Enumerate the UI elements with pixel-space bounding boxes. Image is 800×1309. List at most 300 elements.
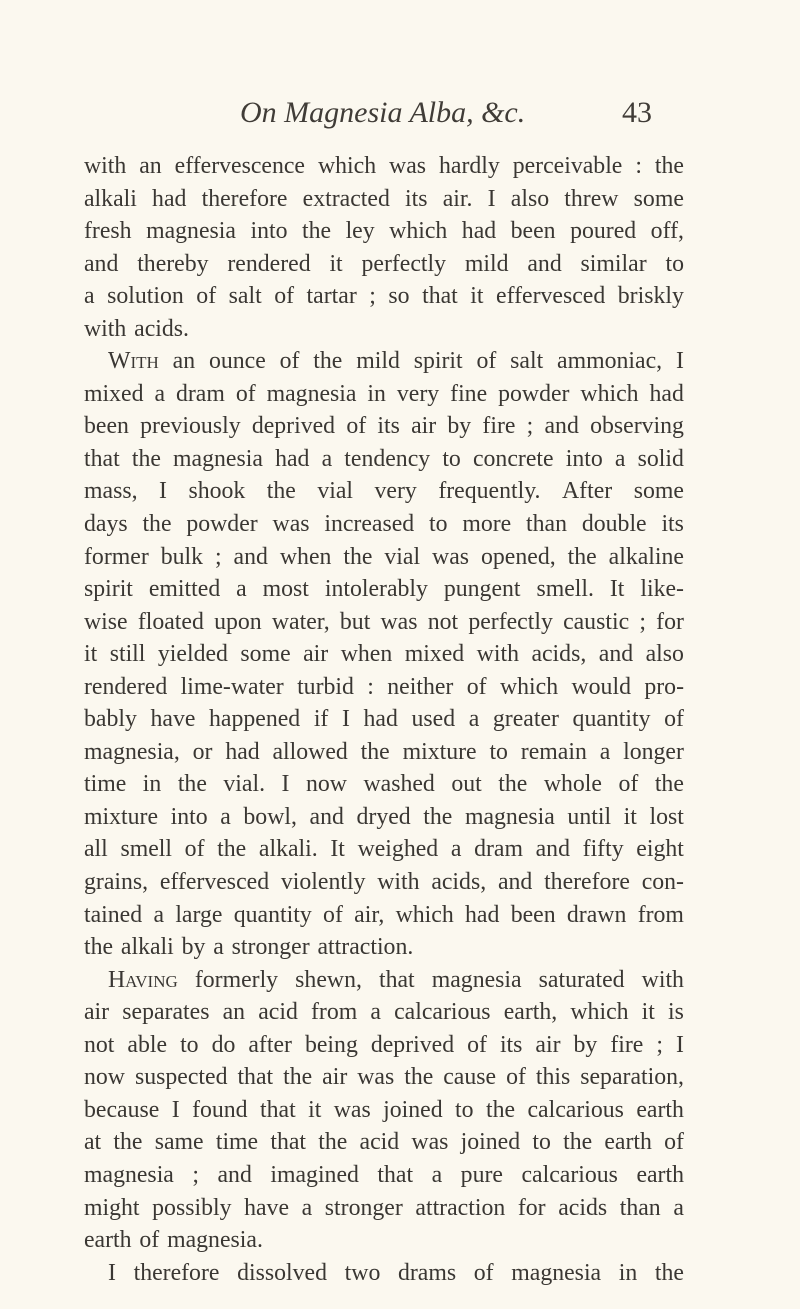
word: fresh [84, 218, 132, 245]
word: grains, [84, 869, 149, 896]
word: used [411, 706, 456, 733]
word: to [180, 1031, 199, 1058]
word: a [431, 1161, 443, 1188]
text-line [84, 378, 684, 411]
word: whole [543, 771, 602, 798]
word: the [654, 771, 684, 798]
word: been [510, 218, 556, 245]
word: but [339, 608, 371, 635]
word: have [150, 706, 196, 733]
word: powder [186, 511, 258, 538]
text-line [84, 703, 684, 736]
word: with [84, 315, 127, 342]
text-line [84, 671, 684, 704]
word: therefore [133, 1259, 220, 1286]
word: had [649, 380, 684, 407]
text-line [84, 183, 684, 216]
word: a [614, 445, 626, 472]
word: its [499, 1031, 523, 1058]
word: spirit [84, 576, 133, 603]
word: pro- [644, 673, 684, 700]
text-line [84, 313, 684, 346]
word: earth, [503, 999, 558, 1026]
text-line [84, 931, 684, 964]
word: suspected [134, 1064, 228, 1091]
word: : [367, 673, 374, 700]
word: neither [387, 673, 454, 700]
word: to [665, 250, 684, 277]
word: of [466, 673, 487, 700]
word: until [567, 803, 612, 830]
word: separation, [580, 1064, 684, 1091]
word: bably [84, 706, 137, 733]
word: the [360, 738, 390, 765]
word: would [571, 673, 631, 700]
word: bulk [160, 543, 204, 570]
word: a [153, 901, 165, 928]
text-line [84, 801, 684, 834]
word: the [654, 1259, 684, 1286]
word: an [222, 999, 246, 1026]
word: ; [656, 1031, 663, 1058]
word: than [526, 511, 568, 538]
word: now [305, 771, 347, 798]
word: yielded [157, 641, 228, 668]
word: mixture [402, 738, 477, 765]
word: and [598, 641, 634, 668]
word: which [570, 999, 629, 1026]
word: fine [450, 380, 488, 407]
word: joined [460, 1129, 521, 1156]
word: of [664, 706, 684, 733]
word: still [109, 641, 146, 668]
word: remain [520, 738, 587, 765]
word: like- [640, 576, 684, 603]
word: similar [580, 250, 647, 277]
word: air. [442, 185, 473, 212]
word: stronger [231, 934, 310, 961]
word: ; [369, 283, 376, 310]
word: and [233, 543, 268, 570]
word: a [213, 934, 224, 961]
word: pure [460, 1161, 503, 1188]
word: perceivable [512, 153, 623, 179]
word: bowl, [243, 803, 297, 830]
word: from [637, 901, 684, 928]
word: increased [324, 511, 415, 538]
body-text [84, 150, 684, 1289]
text-line [84, 996, 684, 1029]
text-line [84, 1257, 684, 1290]
word: air [535, 1031, 561, 1058]
word: if [313, 706, 329, 733]
word: tendency [344, 445, 431, 472]
word: also [510, 185, 550, 212]
word: not [427, 608, 459, 635]
word: imagined [270, 1161, 359, 1188]
word: that [377, 1161, 414, 1188]
word: dryed [356, 803, 411, 830]
word: ounce [208, 348, 266, 375]
word: vial [317, 478, 354, 505]
word: I [171, 1096, 180, 1123]
word: that [84, 445, 120, 472]
word: do [211, 1031, 236, 1058]
text-line [84, 768, 684, 801]
word: which [499, 673, 559, 700]
word: that [237, 1064, 274, 1091]
word: it [308, 1096, 322, 1123]
word: double [581, 511, 647, 538]
word: separates [122, 999, 210, 1026]
word: not [84, 1031, 115, 1058]
word: acids, [531, 641, 587, 668]
word: happened [209, 706, 301, 733]
word: after [248, 1031, 292, 1058]
word: rendered [227, 250, 311, 277]
word: tartar [306, 283, 357, 310]
word: to [489, 738, 508, 765]
word: with [476, 641, 519, 668]
word: effervescence [174, 153, 305, 179]
word: air [84, 999, 110, 1026]
word: magnesia [266, 380, 357, 407]
word: a [154, 380, 165, 407]
word: most [262, 576, 309, 603]
word: the [131, 445, 161, 472]
small-caps-word: With [108, 348, 159, 375]
word: salt [228, 283, 262, 310]
word: pungent [443, 576, 521, 603]
word: former [84, 543, 149, 570]
word: it [623, 803, 637, 830]
word: large [175, 901, 223, 928]
word: salt [510, 348, 544, 375]
word: was [389, 153, 427, 179]
word: all [84, 836, 108, 863]
word: alkaline [608, 543, 684, 570]
text-line [84, 638, 684, 671]
word: also [645, 641, 684, 668]
word: that [260, 1096, 296, 1123]
word: effervesced [159, 869, 270, 896]
word: been [510, 901, 556, 928]
word: and [535, 836, 570, 863]
word: possibly [152, 1194, 232, 1221]
word: poured [570, 218, 637, 245]
text-line [84, 248, 684, 281]
word: in [142, 771, 162, 798]
word: calcarious [527, 1096, 624, 1123]
word: off, [650, 218, 684, 245]
word: fire [482, 413, 516, 440]
word: ; [639, 608, 646, 635]
running-head [0, 96, 800, 136]
word: very [396, 380, 440, 407]
running-title: On Magnesia Alba, &c. [240, 96, 526, 129]
word: the [283, 1064, 313, 1091]
word: a [673, 1194, 684, 1221]
word: a [321, 445, 333, 472]
word: cause [443, 1064, 497, 1091]
text-line [84, 573, 684, 606]
word: deprived [370, 1031, 455, 1058]
word: ; [192, 1161, 199, 1188]
word: : [635, 153, 642, 179]
word: had [275, 445, 310, 472]
word: caustic [563, 608, 630, 635]
text-line [84, 508, 684, 541]
word: when [279, 543, 332, 570]
word: its [661, 511, 684, 538]
word: dram [175, 380, 225, 407]
word: alkali [84, 185, 137, 212]
word: the [301, 218, 332, 245]
word: concrete [472, 445, 554, 472]
word: magnesia [464, 803, 555, 830]
word: I [108, 1259, 116, 1286]
word: was [411, 1129, 449, 1156]
word: some [633, 185, 684, 212]
word: weighed [357, 836, 439, 863]
word: powder [498, 380, 570, 407]
text-line [84, 1094, 684, 1127]
word: a [599, 738, 611, 765]
word: longer [623, 738, 684, 765]
word: by [181, 934, 206, 961]
word: previously [140, 413, 241, 440]
page-number: 43 [622, 96, 652, 129]
text-line [84, 1126, 684, 1159]
word: of [473, 1259, 494, 1286]
word: mild [464, 250, 509, 277]
word: this [535, 1064, 571, 1091]
word: mild [356, 348, 400, 375]
word: it [641, 999, 655, 1026]
word: which [389, 218, 448, 245]
word: that [378, 966, 415, 993]
word: able [127, 1031, 168, 1058]
word: being [304, 1031, 358, 1058]
word: with [641, 966, 684, 993]
word: After [562, 478, 613, 505]
word: was [432, 543, 470, 570]
word: had [152, 185, 187, 212]
text-line [84, 280, 684, 313]
text-line [84, 1061, 684, 1094]
word: the [567, 543, 597, 570]
word: opened, [481, 543, 556, 570]
text-line [84, 1029, 684, 1062]
word: magnesia [84, 1161, 174, 1188]
word: of [323, 901, 343, 928]
word: observing [590, 413, 684, 440]
word: magnesia [511, 1259, 602, 1286]
word: vial [384, 543, 421, 570]
word: of [274, 283, 295, 310]
word: than [619, 1194, 661, 1221]
word: the [654, 153, 684, 179]
word: in [618, 1259, 638, 1286]
word: alkali. [258, 836, 318, 863]
word: had [461, 218, 497, 245]
word: hardly [438, 153, 500, 179]
word: dissolved [237, 1259, 327, 1286]
word: which [317, 153, 377, 179]
word: the [423, 803, 453, 830]
word: a [301, 1194, 313, 1221]
text-line [84, 150, 684, 183]
word: air [322, 1064, 348, 1091]
word: the [177, 771, 207, 798]
word: for [517, 1194, 546, 1221]
word: that [422, 283, 458, 310]
word: upon [214, 608, 262, 635]
word: a [84, 283, 95, 310]
word: intolerably [324, 576, 428, 603]
word: by [573, 1031, 598, 1058]
word: time [215, 1129, 259, 1156]
word: a [468, 706, 480, 733]
word: magnesia [431, 966, 522, 993]
word: it [470, 283, 484, 310]
word: I [487, 185, 496, 212]
word: I [281, 771, 290, 798]
word: attraction [415, 1194, 506, 1221]
word: solution [107, 283, 184, 310]
word: fifty [582, 836, 624, 863]
word: attraction. [317, 934, 414, 961]
word: floated [137, 608, 204, 635]
word: the [113, 1129, 143, 1156]
word: stronger [324, 1194, 403, 1221]
word: con- [641, 869, 684, 896]
word: is [668, 999, 684, 1026]
word: violently [280, 869, 366, 896]
word: spirit [413, 348, 463, 375]
word: greater [492, 706, 559, 733]
word: washed [363, 771, 435, 798]
word: of [196, 283, 217, 310]
word: out [451, 771, 482, 798]
word: rendered [84, 673, 168, 700]
word: magnesia [173, 445, 263, 472]
word: in [367, 380, 386, 407]
word: drams [397, 1259, 457, 1286]
word: acids, [431, 869, 487, 896]
word: time [84, 771, 127, 798]
word: it [84, 641, 98, 668]
word: days [84, 511, 128, 538]
word: drawn [566, 901, 627, 928]
word: had [225, 738, 260, 765]
word: which [395, 901, 454, 928]
word: tained [84, 901, 143, 928]
word: mixed [84, 380, 144, 407]
word: its [377, 413, 400, 440]
text-line [84, 541, 684, 574]
word: alkali [120, 934, 174, 961]
text-line [84, 1192, 684, 1225]
word: thereby [137, 250, 209, 277]
word: very [374, 478, 417, 505]
word: for [656, 608, 684, 635]
text-line [84, 1224, 684, 1257]
text-line [84, 866, 684, 899]
word: saturated [538, 966, 625, 993]
word: quantity [233, 901, 312, 928]
word: earth [636, 1161, 684, 1188]
word: acid [359, 1129, 400, 1156]
word: to [429, 511, 448, 538]
word: was [333, 1096, 371, 1123]
word: water, [271, 608, 330, 635]
word: and [84, 250, 119, 277]
word: I [159, 478, 167, 505]
word: because [84, 1096, 160, 1123]
word: the [318, 1129, 348, 1156]
word: of [139, 1227, 160, 1254]
word: quantity [572, 706, 651, 733]
word: frequently. [438, 478, 541, 505]
word: when [340, 641, 393, 668]
word: calcarious [521, 1161, 618, 1188]
text-line [84, 215, 684, 248]
text-line [84, 833, 684, 866]
word: into [170, 803, 208, 830]
word: It [609, 576, 625, 603]
word: It [330, 836, 345, 863]
word: magnesia, [84, 738, 180, 765]
word: and [309, 803, 344, 830]
word: of [506, 1064, 526, 1091]
word: of [618, 771, 639, 798]
word: of [664, 1129, 684, 1156]
word: extracted [302, 185, 390, 212]
word: turbid [297, 673, 354, 700]
word: threw [564, 185, 619, 212]
word: acid [258, 999, 298, 1026]
word: at [84, 1129, 102, 1156]
word: or [192, 738, 213, 765]
word: with [84, 153, 127, 179]
word: therefore [201, 185, 288, 212]
word: smell [120, 836, 173, 863]
word: allowed [272, 738, 348, 765]
word: mixed [404, 641, 465, 668]
word: the [84, 934, 114, 961]
word: was [272, 511, 310, 538]
word: acids [558, 1194, 608, 1221]
text-line [84, 1159, 684, 1192]
text-line [84, 606, 684, 639]
word: found [192, 1096, 248, 1123]
text-line [84, 899, 684, 932]
word: and [497, 869, 533, 896]
word: have [244, 1194, 290, 1221]
word: the [498, 771, 528, 798]
word: into [565, 445, 603, 472]
word: an [139, 153, 162, 179]
word: the [343, 543, 373, 570]
word: was [357, 1064, 395, 1091]
text-line [84, 410, 684, 443]
word: therefore [544, 869, 630, 896]
word: formerly [194, 966, 279, 993]
word: joined [383, 1096, 443, 1123]
word: air [411, 413, 437, 440]
word: ley [345, 218, 375, 245]
